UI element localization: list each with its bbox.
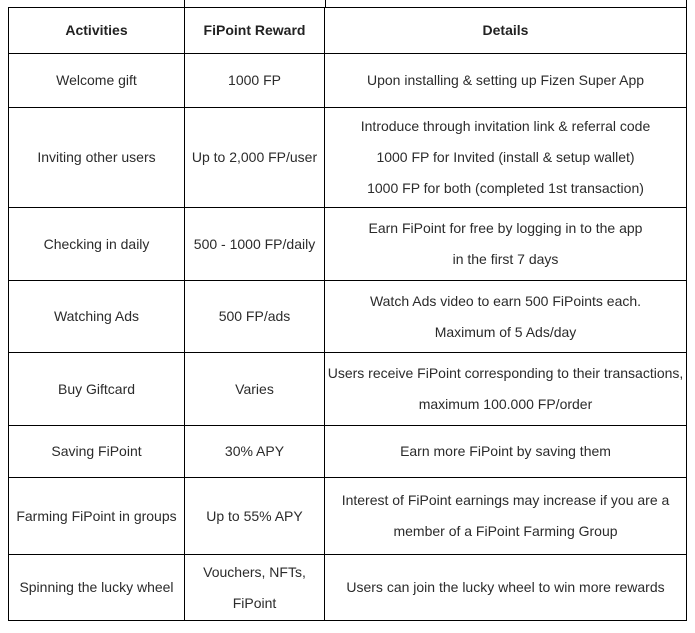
detail-line: Interest of FiPoint earnings may increase if you are a — [341, 492, 670, 508]
activity-label: Inviting other users — [37, 149, 156, 165]
table-row — [9, 280, 686, 352]
activity-cell — [9, 108, 184, 207]
header-label-details: Details — [482, 22, 529, 38]
detail-line: in the first 7 days — [452, 251, 559, 267]
activity-cell — [9, 478, 184, 554]
activity-cell — [9, 208, 184, 280]
detail-line: member of a FiPoint Farming Group — [393, 523, 618, 539]
activity-cell — [9, 426, 184, 477]
detail-line: 1000 FP for Invited (install & setup wallet) — [376, 149, 635, 165]
details-cell — [324, 353, 686, 425]
detail-line: 1000 FP for both (completed 1st transaction) — [367, 180, 644, 196]
table-row — [9, 207, 686, 280]
activity-cell — [9, 353, 184, 425]
detail-line: maximum 100.000 FP/order — [418, 396, 593, 412]
details-cell — [324, 281, 686, 352]
table-border-tick — [686, 0, 687, 8]
detail-line: Earn FiPoint for free by logging in to the app — [368, 220, 643, 236]
detail-line: Watch Ads video to earn 500 FiPoints each. — [369, 292, 642, 309]
header-cell-details — [324, 8, 686, 53]
reward-cell — [184, 353, 324, 425]
reward-line: Vouchers, NFTs, — [203, 563, 306, 580]
reward-line: Up to 2,000 FP/user — [191, 149, 318, 165]
fipoint-rewards-table — [8, 7, 687, 621]
activity-cell — [9, 555, 184, 620]
table-row — [9, 53, 686, 107]
detail-line: Users receive FiPoint corresponding to their transactions, — [327, 365, 684, 381]
activity-label: Saving FiPoint — [51, 443, 142, 459]
activity-cell — [9, 281, 184, 352]
details-cell — [324, 426, 686, 477]
reward-line: Up to 55% APY — [206, 507, 303, 524]
table-header-row — [9, 8, 686, 53]
reward-cell — [184, 54, 324, 107]
reward-line: Varies — [235, 380, 274, 397]
activity-label: Buy Giftcard — [57, 380, 136, 397]
header-label-activities: Activities — [65, 22, 128, 38]
detail-line: Upon installing & setting up Fizen Super App — [366, 72, 645, 88]
activity-label: Welcome gift — [56, 72, 137, 88]
reward-line: 500 FP/ads — [218, 308, 291, 324]
reward-cell — [184, 281, 324, 352]
reward-line: 1000 FP — [228, 72, 281, 88]
details-cell — [324, 555, 686, 620]
table-row — [9, 425, 686, 477]
detail-line: Introduce through invitation link & referral code — [360, 118, 651, 134]
activity-label: Watching Ads — [53, 308, 140, 324]
reward-cell — [184, 555, 324, 620]
detail-line: Maximum of 5 Ads/day — [434, 323, 577, 340]
reward-line: FiPoint — [232, 594, 277, 611]
activity-cell — [9, 54, 184, 107]
reward-cell — [184, 426, 324, 477]
header-label-fipoint-reward: FiPoint Reward — [203, 22, 306, 38]
details-cell — [324, 108, 686, 207]
table-row — [9, 107, 686, 207]
reward-cell — [184, 208, 324, 280]
table-border-tick — [184, 0, 185, 8]
details-cell — [324, 208, 686, 280]
header-cell-fipoint-reward — [184, 8, 324, 53]
activity-label: Checking in daily — [43, 235, 150, 252]
reward-line: 30% APY — [224, 443, 285, 459]
reward-cell — [184, 478, 324, 554]
reward-cell — [184, 108, 324, 207]
header-cell-activities — [9, 8, 184, 53]
table-row — [9, 554, 686, 620]
table-row — [9, 477, 686, 554]
table-border-tick — [325, 0, 326, 8]
activity-label: Farming FiPoint in groups — [16, 507, 177, 524]
details-cell — [324, 478, 686, 554]
detail-line: Earn more FiPoint by saving them — [400, 443, 611, 459]
reward-line: 500 - 1000 FP/daily — [193, 235, 316, 252]
details-cell — [324, 54, 686, 107]
detail-line: Users can join the lucky wheel to win more rewards — [346, 579, 665, 595]
activity-label: Spinning the lucky wheel — [19, 579, 174, 595]
table-row — [9, 352, 686, 425]
